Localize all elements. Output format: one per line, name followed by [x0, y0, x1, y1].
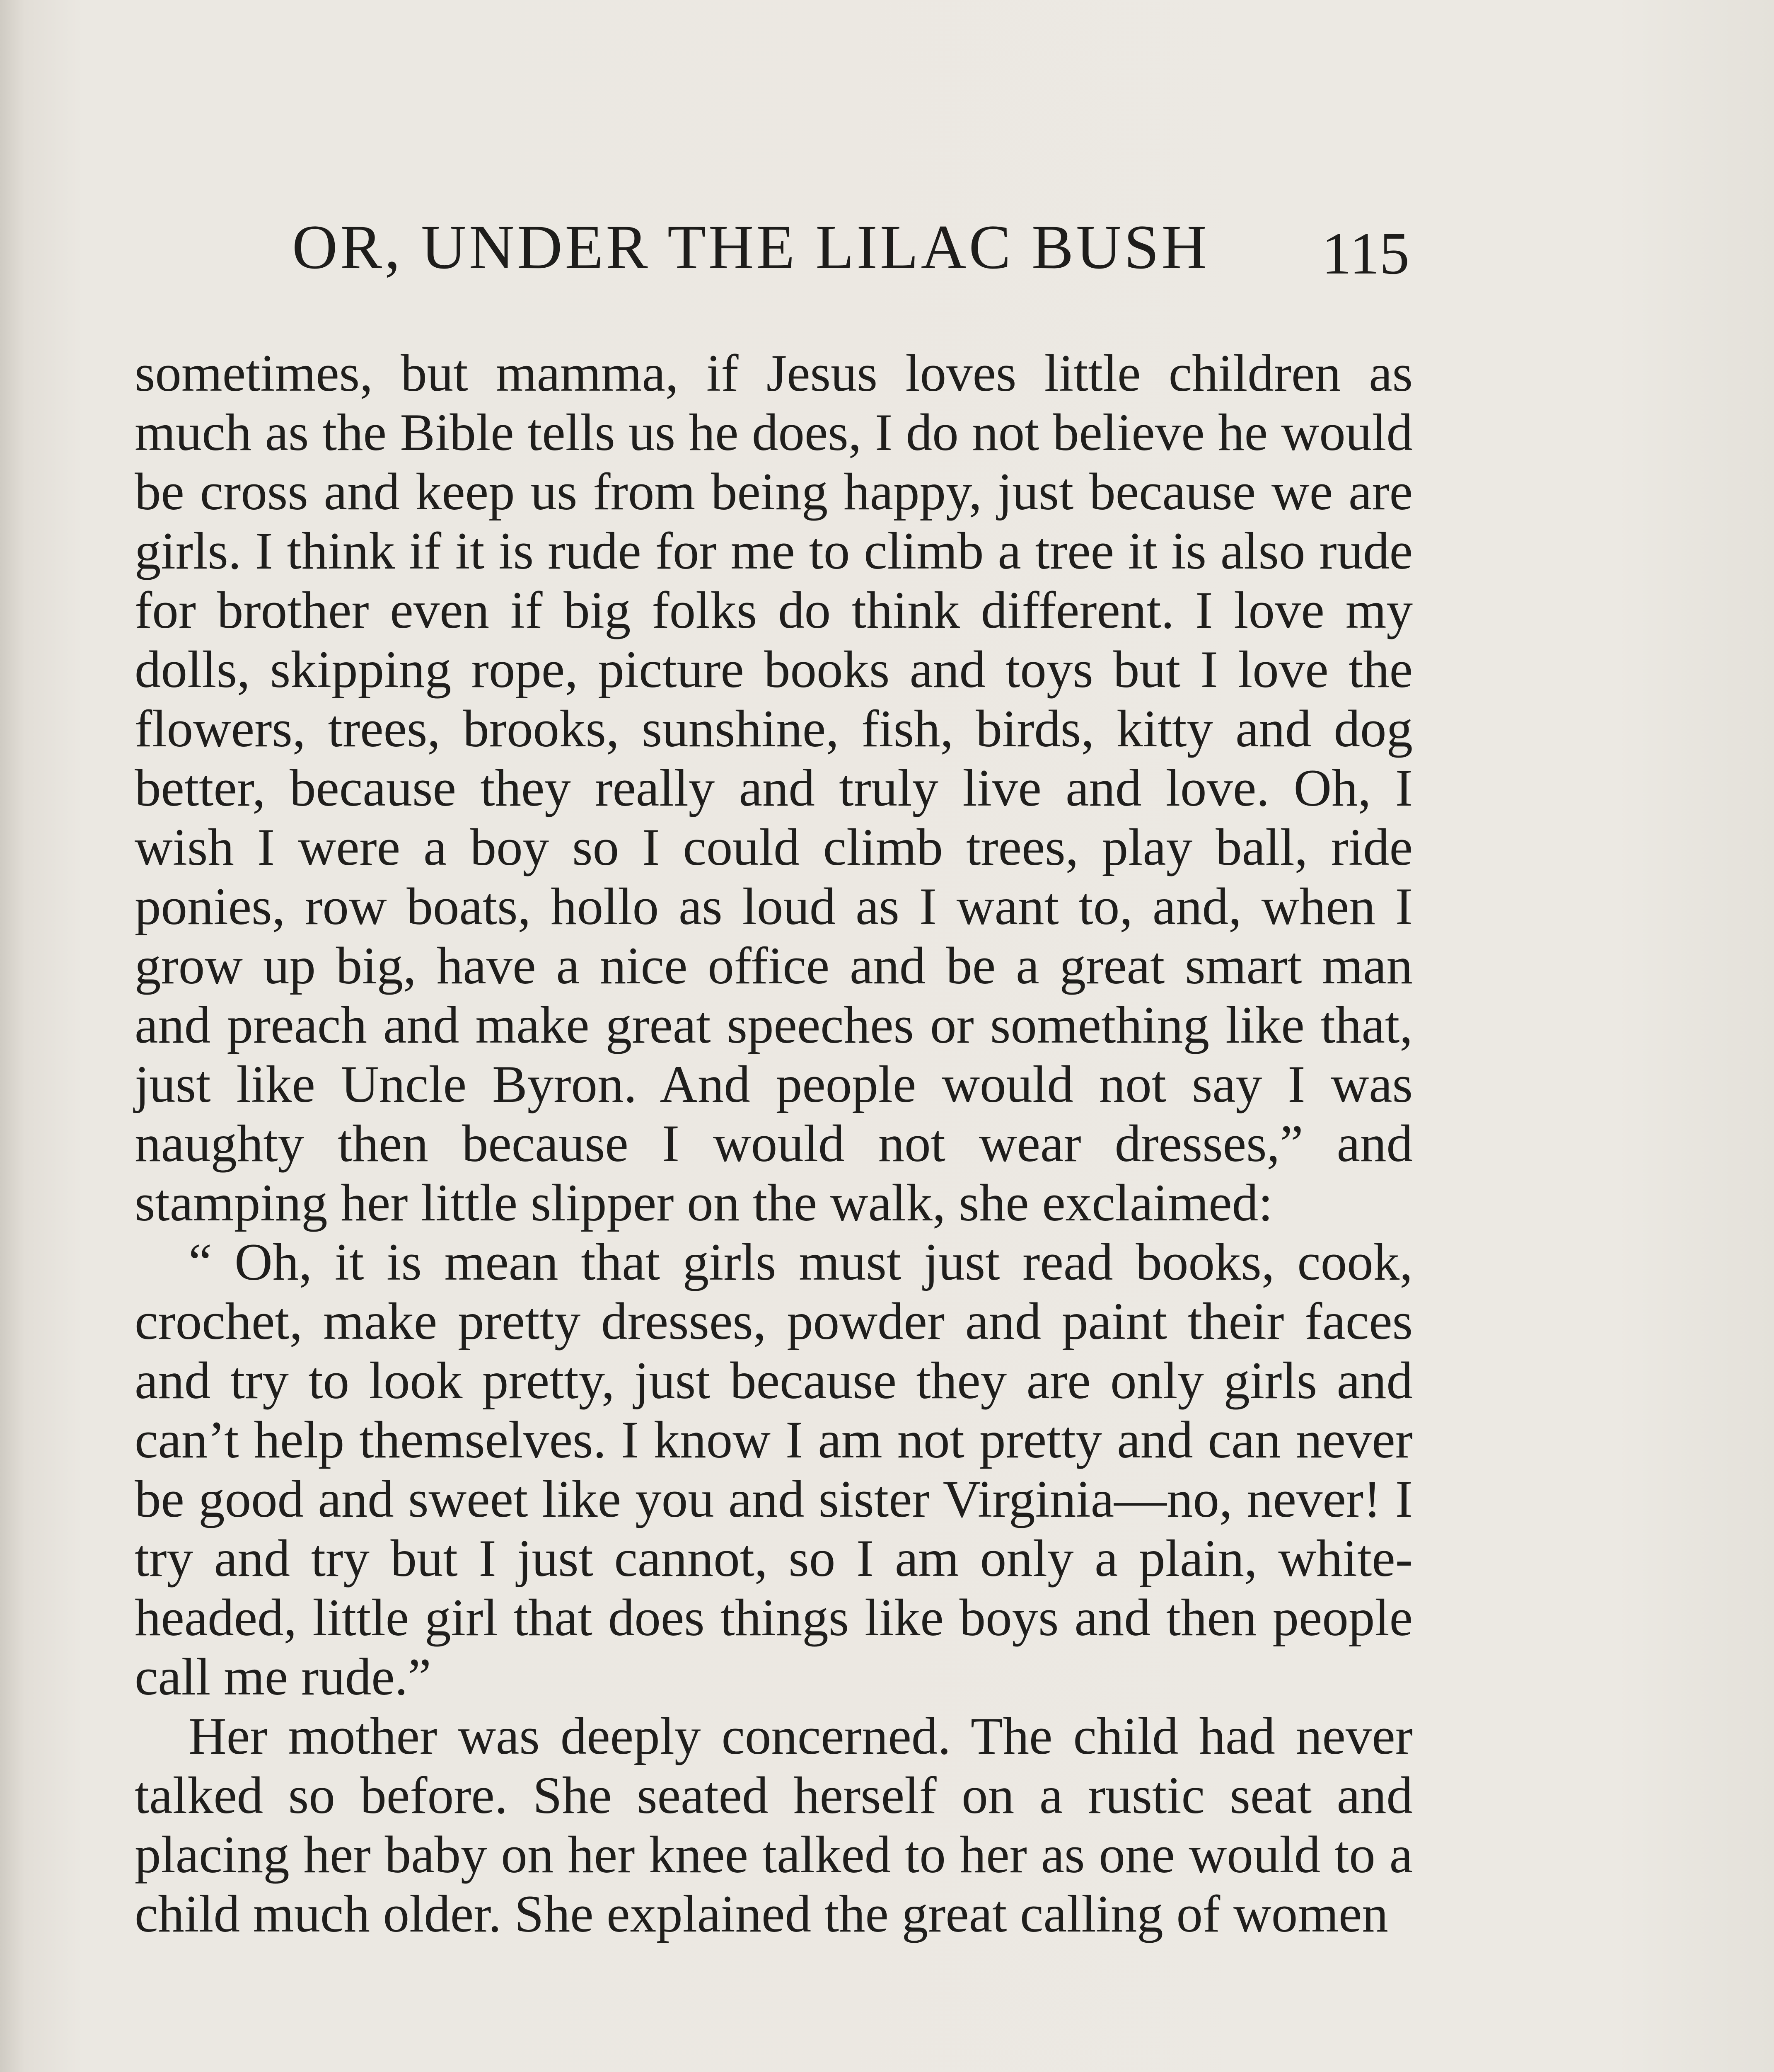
paragraph-3: Her mother was deeply concerned. The child had never talked so before. She seated herself on a rustic seat and placing her baby on her knee talked to her as one would to a child much older. She explained the great calling of women — [135, 1707, 1413, 1943]
body-text — [135, 344, 1413, 1944]
page-number: 115 — [1322, 220, 1410, 287]
paragraph-2: “ Oh, it is mean that girls must just read books, cook, crochet, make pretty dresses, powder and paint their faces and try to look pretty, just because they are only girls and can’t help themselves. I know I am not pretty and can never be good and sweet like you and sister Virginia—no, never! I try and try but I just cannot, so I am only a plain, white-headed, little girl that does things like boys and then people call me rude.” — [135, 1233, 1413, 1706]
paragraph-1: sometimes, but mamma, if Jesus loves little children as much as the Bible tells us he does, I do not believe he would be cross and keep us from being happy, just because we are girls. I think if it is rude for me to climb a tree it is also rude for brother even if big folks do think different. I love my dolls, skipping rope, picture books and toys but I love the flowers, trees, brooks, sunshine, fish, birds, kitty and dog better, because they really and truly live and love. Oh, I wish I were a boy so I could climb trees, play ball, ride ponies, row boats, hollo as loud as I want to, and, when I grow up big, have a nice office and be a great smart man and preach and make great speeches or something like that, just like Uncle Byron. And people would not say I was naughty then because I would not wear dresses,” and stamping her little slipper on the walk, she exclaimed: — [135, 344, 1413, 1232]
running-header — [0, 212, 1774, 298]
running-title: OR, UNDER THE LILAC BUSH — [292, 212, 1210, 282]
